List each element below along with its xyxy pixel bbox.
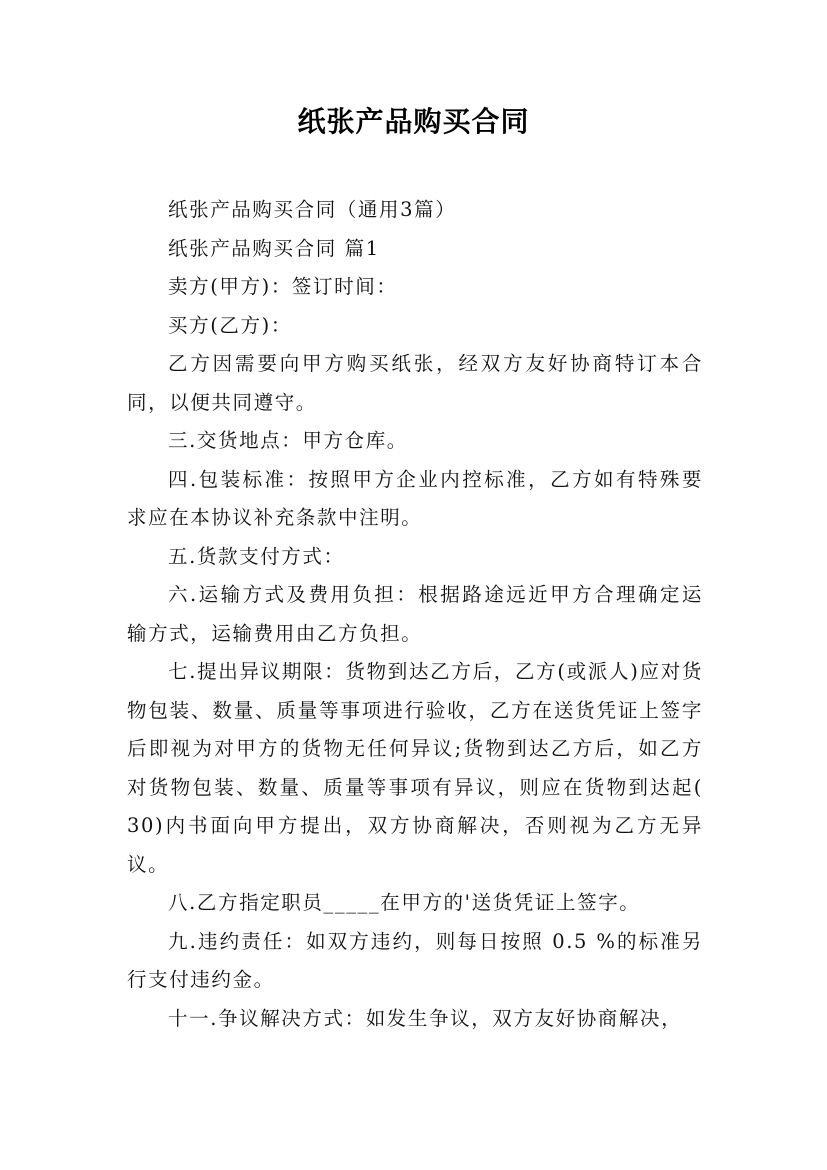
paragraph-payment: 五.货款支付方式： — [168, 544, 345, 568]
paragraph-objection-period: 七.提出异议期限：货物到达乙方后，乙方(或派人)应对货物包装、数量、质量等事项进行验收，乙方在送货凭证上签字后即视为对甲方的货物无任何异议;货物到达乙方后，如乙方对货物包装、数量、质量等事项有异议，则应在货物到达起( 30)内书面向甲方提出，双方协商解决，否则视为乙方无异议。 — [127, 660, 703, 876]
document-title: 纸张产品购买合同 — [297, 105, 530, 138]
paragraph-designated-staff: 八.乙方指定职员_____在甲方的'送货凭证上签字。 — [168, 891, 641, 914]
paragraph-section-heading: 纸张产品购买合同 篇1 — [168, 236, 380, 260]
paragraph-dispute: 十一.争议解决方式：如发生争议，双方友好协商解决， — [168, 1006, 683, 1030]
paragraph-seller: 卖方(甲方)：签订时间： — [168, 275, 398, 298]
document-body — [127, 191, 703, 1038]
paragraph-breach: 九.违约责任：如双方违约，则每日按照 0.5 %的标准另行支付违约金。 — [127, 929, 703, 991]
paragraph-subtitle: 纸张产品购买合同（通用3篇） — [168, 198, 457, 221]
paragraph-buyer: 买方(乙方)： — [168, 313, 292, 337]
paragraph-packaging: 四.包装标准：按照甲方企业内控标准，乙方如有特殊要求应在本协议补充条款中注明。 — [127, 467, 703, 529]
paragraph-transport: 六.运输方式及费用负担：根据路途远近甲方合理确定运输方式，运输费用由乙方负担。 — [127, 583, 703, 645]
paragraph-purpose: 乙方因需要向甲方购买纸张，经双方友好协商特订本合同，以便共同遵守。 — [127, 352, 703, 414]
paragraph-delivery-location: 三.交货地点：甲方仓库。 — [168, 429, 408, 452]
